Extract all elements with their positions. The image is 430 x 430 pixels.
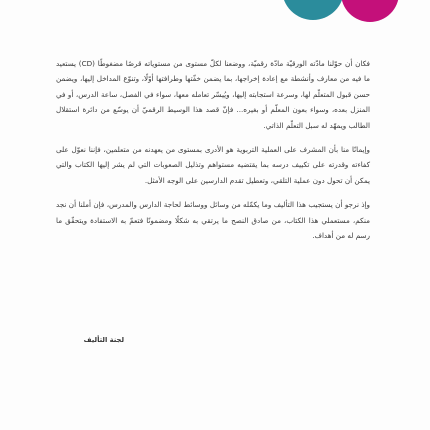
preface-body <box>56 56 370 252</box>
paragraph-digital-medium: فكان أن حوّلنا مادّته الورقيّة مادّة رقميّة، ووضعنا لكلّ مستوى من مستوياته قرصًا مضغوطًا (CD) يستعيد ما فيه من معارف وأنشطة مع إعادة إخراجها، بما يضمن خفّتها وطرافتها أوّلًا، وتنوّع المداخل إليها، ويضمن حسن قبول المتعلّم لها، وسرعة استجابته إليها، ويُيسّر تعامله معها، سواء في الفصل، ساعة الدرس، أو في المنزل بعده، وسواء بعون المعلّم أو بغيره... فإنّ قصد هذا الوسيط الرقميّ أن يوسّع من دائرة استقلال الطالب ويمهّد له سبل التعلّم الذاتي. <box>56 59 370 130</box>
teal-circle-decoration <box>282 0 344 20</box>
magenta-circle-decoration <box>341 0 399 22</box>
authoring-committee-signature: لجنة التأليف <box>83 336 124 344</box>
paragraph-teacher-role: وإيمانًا منا بأن المشرف على العملية التربوية هو الأدرى بمستوى من يعهدنه من متعلمين، فإننا نعوّل على كفاءته وقدرته على تكييف درسه بما يقتضيه مستواهم وتذليل الصعوبات التي لم يشر إليها الكتاب والتي يمكن أن تحول دون عملية التلقي، وتعطيل تقدم الدارسين على الوجه الأمثل. <box>56 145 370 185</box>
paragraph-closing-hope: وإذ نرجو أن يستجيب هذا التأليف وما يكمّله من وسائل ووسائط لحاجة الدارس والمدرس، فإن أملنا أن نجد منكم، مستعملي هذا الكتاب، من صادق النصح ما يرتقي به شكلًا ومضمونًا فتعمّ به الاستفادة ويتحقّق ما رسم له من أهداف. <box>56 200 370 241</box>
